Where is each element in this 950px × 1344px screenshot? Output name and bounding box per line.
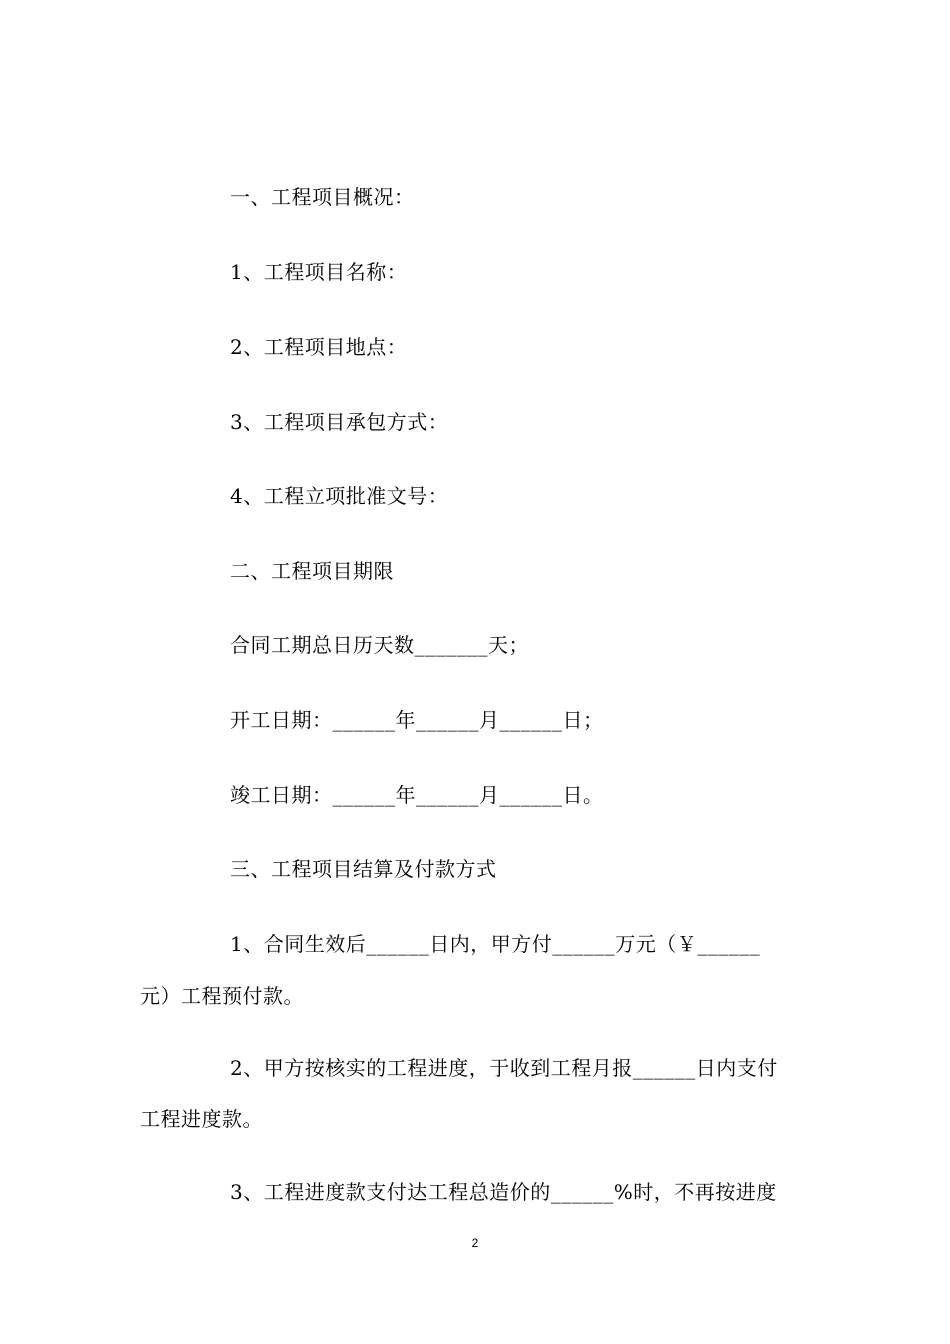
item-approval-number: 4、工程立项批准文号： [230,484,449,508]
section-heading-project-overview: 一、工程项目概况： [230,185,415,209]
clause-1-line-2: 元）工程预付款。 [140,984,304,1008]
item-project-name: 1、工程项目名称： [230,260,408,284]
item-project-location: 2、工程项目地点： [230,335,408,359]
page-number: 2 [471,1236,479,1250]
item-contract-method: 3、工程项目承包方式： [230,410,449,434]
contract-total-days: 合同工期总日历天数_______天； [230,633,529,657]
completion-date: 竣工日期：______年______月______日。 [230,783,604,807]
clause-1-line-1: 1、合同生效后______日内，甲方付______万元（￥______ [230,932,761,956]
clause-2-line-2: 工程进度款。 [140,1107,263,1131]
section-heading-settlement-payment: 三、工程项目结算及付款方式 [230,857,497,881]
section-heading-project-period: 二、工程项目期限 [230,559,394,583]
clause-2-line-1: 2、甲方按核实的工程进度，于收到工程月报______日内支付 [230,1056,778,1080]
start-date: 开工日期：______年______月______日； [230,708,604,732]
clause-3-line-1: 3、工程进度款支付达工程总造价的______%时，不再按进度 [230,1180,777,1204]
